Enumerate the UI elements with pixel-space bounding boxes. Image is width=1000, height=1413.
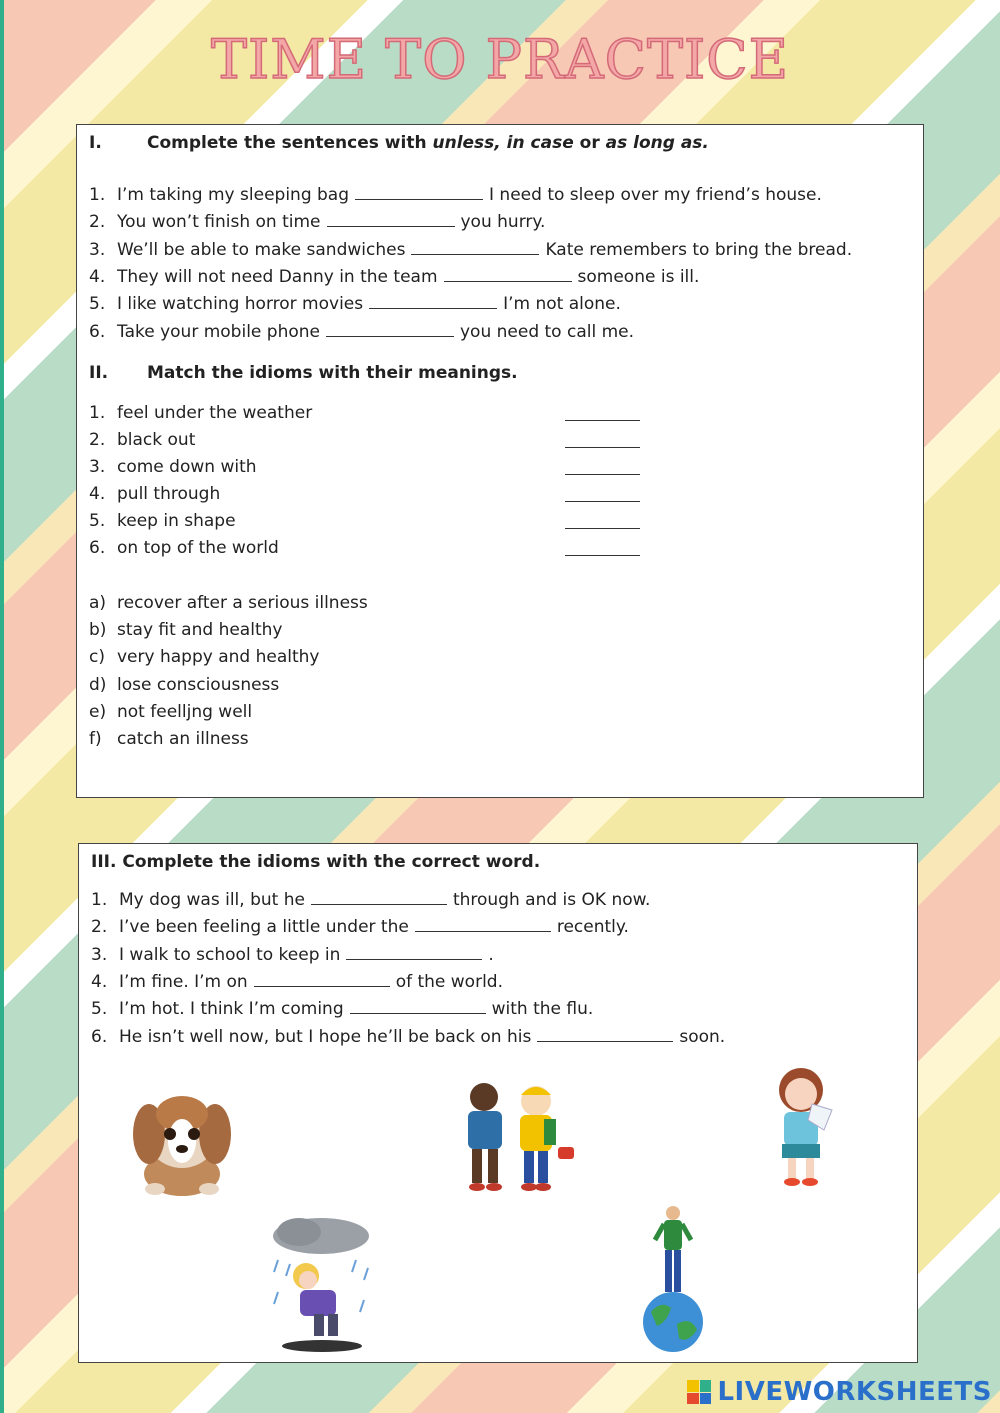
answer-blank[interactable] xyxy=(311,890,447,905)
meaning-item xyxy=(89,620,282,640)
item-text: recover after a serious illness xyxy=(117,593,368,613)
match-answer-line[interactable] xyxy=(565,447,640,448)
answer-blank[interactable] xyxy=(444,267,572,282)
sentence-item xyxy=(89,240,852,260)
item-text: very happy and healthy xyxy=(117,647,320,668)
sentence-start: I’ve been feeling a little under the xyxy=(119,917,409,938)
sentence-end: . xyxy=(488,944,494,965)
item-number: 1. xyxy=(89,403,106,423)
exercise-box-1 xyxy=(76,124,924,798)
sentence-item xyxy=(89,185,822,205)
item-number: 1. xyxy=(91,890,108,910)
sentence-item xyxy=(89,212,545,232)
kids-walking-to-school-picture xyxy=(444,1079,579,1199)
sentence-end: Kate remembers to bring the bread. xyxy=(545,239,853,260)
item-number: 2. xyxy=(89,430,106,450)
item-text: black out xyxy=(117,430,196,450)
sentence-start: I’m taking my sleeping bag xyxy=(117,185,350,205)
page-title: TIME TO PRACTICE xyxy=(210,28,790,91)
sentence-end: through and is OK now. xyxy=(452,890,651,910)
item-text: lose consciousness xyxy=(117,674,280,695)
sentence-start: I’m hot. I think I’m coming xyxy=(119,999,344,1020)
meaning-item xyxy=(89,593,368,613)
sentence-end: with the flu. xyxy=(491,999,594,1020)
item-text: come down with xyxy=(117,457,257,477)
idiom-item xyxy=(89,403,312,423)
answer-blank[interactable] xyxy=(369,294,497,309)
item-text: feel under the weather xyxy=(117,403,313,423)
item-number: 4. xyxy=(89,266,106,287)
sentence-start: He isn’t well now, but I hope he’ll be back on his xyxy=(119,1026,532,1047)
match-answer-line[interactable] xyxy=(565,420,640,421)
item-number: 4. xyxy=(89,484,106,504)
item-text: not feelljng well xyxy=(117,701,253,722)
answer-blank[interactable] xyxy=(537,1027,673,1042)
item-number: 2. xyxy=(89,212,106,233)
item-number: 5. xyxy=(91,999,108,1020)
meaning-item xyxy=(89,702,252,722)
match-answer-line[interactable] xyxy=(565,501,640,502)
idiom-sentence-item xyxy=(91,945,494,965)
item-number: 1. xyxy=(89,185,106,205)
item-number: 2. xyxy=(91,917,108,938)
sentence-item xyxy=(89,294,621,314)
section-3-heading: III. Complete the idioms with the correct word. xyxy=(91,852,541,872)
item-number: 3. xyxy=(89,239,106,260)
idiom-sentence-item xyxy=(91,1027,725,1047)
sentence-start: They will not need Danny in the team xyxy=(117,266,438,287)
item-number: 5. xyxy=(89,511,106,531)
liveworksheets-logo-icon xyxy=(687,1380,711,1404)
section-2-instruction: Match the idioms with their meanings. xyxy=(147,363,518,383)
word-in-case: in case xyxy=(506,133,574,153)
section-2-heading xyxy=(89,363,518,383)
item-number: 5. xyxy=(89,294,106,315)
sentence-start: You won’t finish on time xyxy=(117,212,321,233)
sentence-start: My dog was ill, but he xyxy=(119,890,305,910)
man-on-top-of-world-picture xyxy=(637,1204,709,1352)
answer-blank[interactable] xyxy=(327,212,455,227)
idiom-sentence-item xyxy=(91,972,503,992)
idiom-item xyxy=(89,457,257,477)
word-or: or xyxy=(573,133,606,153)
sentence-item xyxy=(89,322,634,342)
answer-blank[interactable] xyxy=(411,240,539,255)
answer-blank[interactable] xyxy=(326,322,454,337)
word-as-long-as: as long as. xyxy=(605,133,709,153)
section-1-instruction: Complete the sentences with xyxy=(147,133,433,153)
item-text: keep in shape xyxy=(117,511,236,531)
item-number: d) xyxy=(89,674,107,695)
item-number: 3. xyxy=(91,944,108,965)
sentence-end: I’m not alone. xyxy=(503,294,621,315)
item-number: 6. xyxy=(89,321,106,342)
item-number: e) xyxy=(89,701,107,722)
answer-blank[interactable] xyxy=(415,917,551,932)
sentence-end: you hurry. xyxy=(460,212,546,233)
item-text: on top of the world xyxy=(117,538,279,558)
sentence-start: Take your mobile phone xyxy=(117,321,320,342)
sentence-start: I like watching horror movies xyxy=(117,294,364,315)
sentence-end: recently. xyxy=(556,917,629,938)
item-number: 4. xyxy=(91,971,108,992)
sentence-end: someone is ill. xyxy=(577,266,700,287)
answer-blank[interactable] xyxy=(355,185,483,200)
item-number: 3. xyxy=(89,457,106,477)
item-number: 6. xyxy=(89,538,106,558)
idiom-item xyxy=(89,538,279,558)
meaning-item xyxy=(89,647,319,667)
brand-name: LIVEWORKSHEETS xyxy=(717,1377,992,1407)
puppy-picture xyxy=(127,1079,237,1199)
section-1-heading xyxy=(89,133,709,153)
sentence-end: you need to call me. xyxy=(459,321,635,342)
sentence-item xyxy=(89,267,699,287)
answer-blank[interactable] xyxy=(350,999,486,1014)
idiom-sentence-item xyxy=(91,999,593,1019)
liveworksheets-footer xyxy=(687,1377,992,1407)
meaning-item xyxy=(89,675,279,695)
item-text: catch an illness xyxy=(117,729,249,749)
section-1-number: I. xyxy=(89,133,102,153)
word-unless: unless, xyxy=(432,133,501,153)
match-answer-line[interactable] xyxy=(565,474,640,475)
sentence-end: soon. xyxy=(679,1026,726,1047)
answer-blank[interactable] xyxy=(346,945,482,960)
idiom-sentence-item xyxy=(91,890,650,910)
item-number: c) xyxy=(89,647,105,668)
item-text: pull through xyxy=(117,484,221,504)
sentence-end: of the world. xyxy=(395,971,503,992)
match-answer-line[interactable] xyxy=(565,528,640,529)
sentence-start: I walk to school to keep in xyxy=(119,944,341,965)
match-answer-line[interactable] xyxy=(565,555,640,556)
left-accent-stripe xyxy=(0,0,4,1413)
item-text: stay fit and healthy xyxy=(117,620,283,641)
meaning-item xyxy=(89,729,249,749)
answer-blank[interactable] xyxy=(254,972,390,987)
sentence-start: We’ll be able to make sandwiches xyxy=(117,239,406,260)
item-number: 6. xyxy=(91,1026,108,1047)
sentence-start: I’m fine. I’m on xyxy=(119,971,248,992)
idiom-sentence-item xyxy=(91,917,629,937)
girl-with-cold-picture xyxy=(764,1064,839,1189)
item-number: b) xyxy=(89,620,107,641)
idiom-item xyxy=(89,511,236,531)
exercise-box-2 xyxy=(78,843,918,1363)
boy-in-rain-picture xyxy=(264,1214,379,1354)
item-number: a) xyxy=(89,593,107,613)
item-number: f) xyxy=(89,729,102,749)
sentence-end: I need to sleep over my friend’s house. xyxy=(489,185,822,205)
idiom-item xyxy=(89,430,195,450)
section-2-number: II. xyxy=(89,363,109,383)
idiom-item xyxy=(89,484,220,504)
